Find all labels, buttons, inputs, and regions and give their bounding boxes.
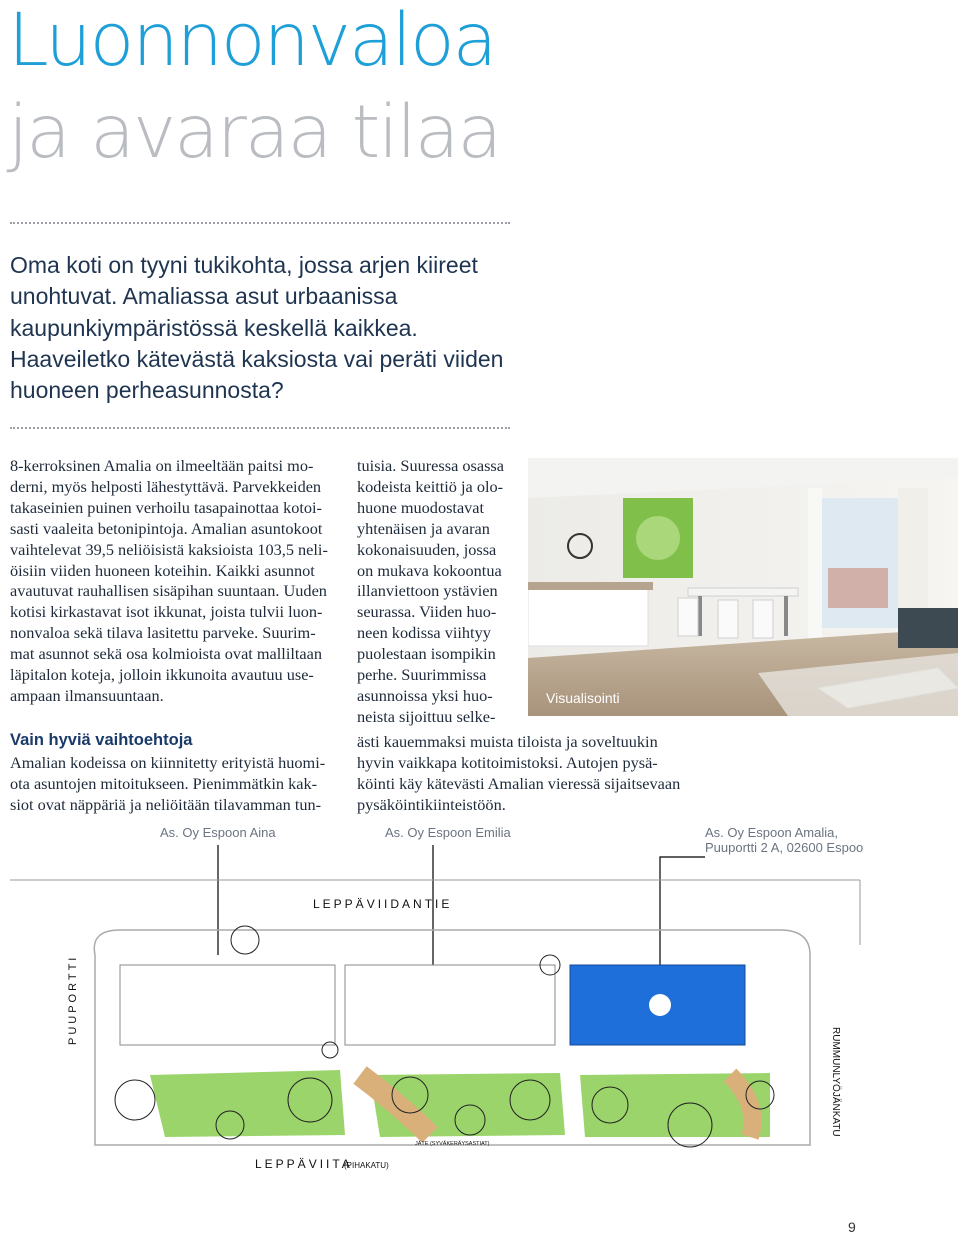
interior-illustration — [528, 458, 958, 716]
dining-table — [688, 588, 798, 596]
lead-paragraph: Oma koti on tyyni tukikohta, jossa arjen kiireet unohtuvat. Amaliassa asut urbaanissa kaupunkiympäristössä keskellä kaikkea. Haaveiletko kätevästä kaksiosta vai peräti viiden huoneen perheasunnosta? — [10, 252, 504, 404]
body-line: 8-kerroksinen Amalia on ilmeeltään paitsi mo- — [10, 456, 314, 475]
body-line: öisiin viiden huoneen koteihin. Kaikki asunnot — [10, 560, 315, 580]
body-line: seurassa. Viiden huo- — [357, 602, 497, 622]
window — [818, 498, 898, 628]
building-aina — [120, 965, 335, 1045]
body-line: huone muodostavat — [357, 497, 485, 517]
body-line: hyvin vaikkapa kotitoimistoksi. Autojen pysä- — [357, 752, 658, 772]
body-line: illanviettoon ystävien — [357, 581, 498, 601]
body-line: köinti käy kätevästi Amalian vieressä sijaitsevaan — [357, 773, 681, 793]
body-line: derni, myös helposti lähestyttävä. Parvekkeiden — [10, 476, 322, 496]
page-number: 9 — [848, 1219, 856, 1235]
body-column-2 — [357, 456, 517, 728]
divider-bottom — [10, 427, 510, 429]
body-line: mat asunnot sekä osa kolmioista ovat malliltaan — [10, 644, 322, 664]
sofa — [898, 608, 958, 648]
interior-visualization — [528, 458, 958, 716]
title-line-2: ja avaraa tilaa — [8, 90, 501, 175]
body-line: avautuvat rauhallisen sisäpihan suuntaan. Uuden — [10, 581, 327, 601]
body-line: kotisi kirkastavat isot ikkunat, joista tulvii luon- — [10, 602, 323, 622]
divider-top — [10, 222, 510, 224]
street-south-note: (PIHAKATU) — [344, 1161, 389, 1170]
kitchen-counter — [528, 586, 648, 646]
label-aina: As. Oy Espoon Aina — [160, 825, 276, 840]
street-east: RUMMUNLYÖJÄNKATU — [830, 1027, 841, 1137]
body-line: perhe. Suurimmissa — [357, 665, 487, 685]
body-line: neista sijoittuu selke- — [357, 706, 496, 726]
body-line: kokonaisuuden, jossa — [357, 539, 497, 559]
title-line-1: Luonnonvaloa — [8, 0, 496, 83]
body-line: takaseinien puinen verhoilu tasapainottaa kotoi- — [10, 497, 322, 517]
body-line: vaihtelevat 39,5 neliöisistä kaksioista 103,5 neli- — [10, 539, 328, 559]
waste-label: JÄTE (SYVÄKERÄYSASTIAT) — [415, 1141, 490, 1147]
street-west: PUUPORTTI — [67, 954, 79, 1045]
body-line: kodeista keittiö ja olo- — [357, 476, 504, 496]
body-column-2b — [357, 732, 697, 816]
label-amalia-1: As. Oy Espoon Amalia, — [705, 825, 838, 840]
subheading: Vain hyviä vaihtoehtoja — [10, 731, 193, 749]
body-line: Amalian kodeissa on kiinnitetty erityistä huomi- — [10, 753, 326, 772]
body-line: on mukava kokoontua — [357, 560, 502, 580]
body-line: sasti vaaleita betonipintoja. Amalian asuntokoot — [10, 518, 323, 538]
body-line: yhtenäisen ja avaran — [357, 518, 490, 538]
body-line: siot ovat näppäriä ja neliöitään tilavamman tun- — [10, 794, 322, 814]
body-line: asunnoissa yksi huo- — [357, 685, 493, 705]
body-line: tuisia. Suuressa osassa — [357, 456, 504, 475]
body-line: puolestaan isompikin — [357, 644, 496, 664]
body-line: pysäköintikiinteistöön. — [357, 794, 506, 814]
lawn-west — [150, 1070, 345, 1137]
street-south: LEPPÄVIITA — [255, 1157, 353, 1171]
body-line: nonvaloa sekä tilava lasitettu parveke. Suurim- — [10, 623, 316, 643]
street-north: LEPPÄVIIDANTIE — [313, 897, 453, 911]
label-amalia-2: Puuportti 2 A, 02600 Espoo — [705, 840, 864, 855]
body-column-1b — [10, 753, 340, 816]
body-line: läpitalon koteja, jolloin ikkunoita avautuu use- — [10, 665, 314, 685]
body-line: neen kodissa viihtyy — [357, 623, 491, 643]
site-plan — [0, 845, 960, 1185]
body-line: ota asuntojen mitoitukseen. Pienimmätkin kak- — [10, 773, 318, 793]
building-emilia — [345, 965, 555, 1045]
body-column-1 — [10, 456, 340, 707]
label-emilia: As. Oy Espoon Emilia — [385, 825, 511, 840]
body-line: ampaan ilmansuuntaan. — [10, 685, 164, 705]
body-line: ästi kauemmaksi muista tiloista ja soveltuukin — [357, 732, 658, 751]
marker-amalia — [649, 994, 671, 1016]
photo-caption: Visualisointi — [546, 690, 620, 706]
